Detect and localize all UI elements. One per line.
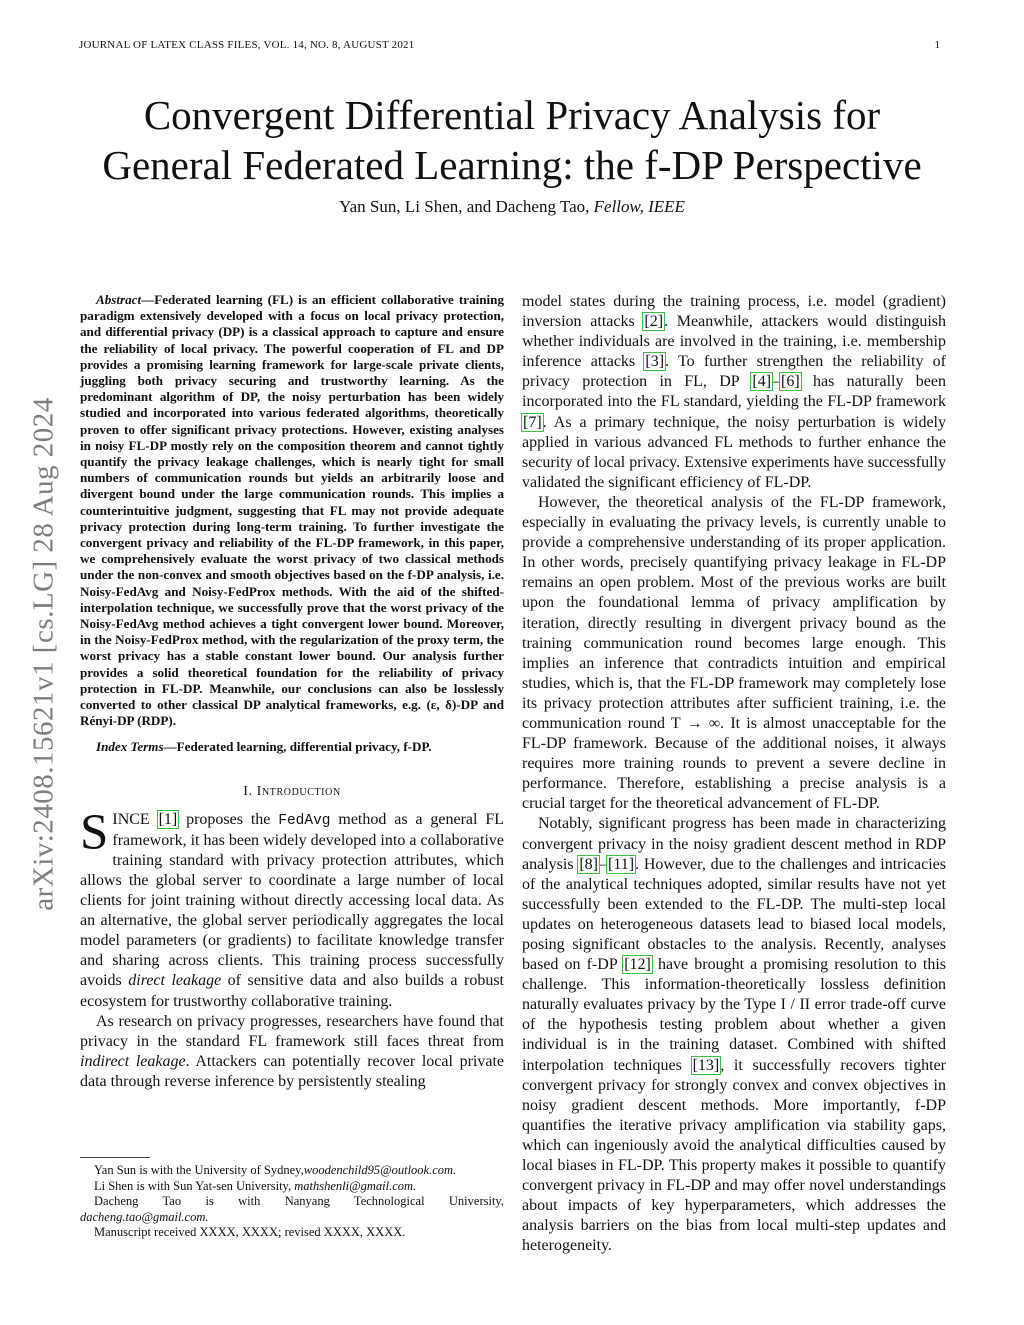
body-text: Notably, significant progress has been made in characterizing convergent privacy in the noisy gradient descent method in RDP analysis <box>522 815 946 873</box>
citation-link[interactable]: [8] <box>579 855 598 873</box>
intro-text: As research on privacy progresses, researchers have found that privacy in the standard FL framework still faces threat from <box>80 1012 504 1050</box>
footnote-email[interactable]: dacheng.tao@gmail.com. <box>80 1209 209 1224</box>
section-heading-introduction: I. Introduction <box>243 783 341 799</box>
footnote-text: Li Shen is with Sun Yat-sen University, <box>94 1178 295 1193</box>
intro-text: method as a general FL framework, it has been widely developed into a collaborative training standard with privacy protection attributes, which allows the global server to coordinate a large number of local clients for joint training without directly accessing local data. As an alternative, the global server periodically aggregates the local model parameters (or gradients) to facilitate knowledge transfer and sharing across clients. This training process successfully avoids <box>80 810 505 990</box>
body-text: . To further strengthen the reliability of privacy protection in FL, DP <box>522 353 946 391</box>
code-fedavg: FedAvg <box>278 812 331 829</box>
footnotes <box>80 1163 504 1241</box>
index-terms-text: —Federated learning, differential privacy, f-DP. <box>163 739 432 755</box>
intro-paragraph-1 <box>80 804 505 1012</box>
citation-link[interactable]: [2] <box>644 313 664 331</box>
running-header: JOURNAL OF LATEX CLASS FILES, VOL. 14, NO. 8, AUGUST 2021 <box>79 39 415 51</box>
right-paragraph-3 <box>522 814 946 1256</box>
right-paragraph-1 <box>522 292 946 493</box>
left-column <box>80 292 504 1092</box>
citation-link[interactable]: [13] <box>692 1056 720 1074</box>
title-line-1: Convergent Differential Privacy Analysis for <box>143 92 881 138</box>
intro-paragraph-2 <box>80 1012 504 1092</box>
author-list <box>60 197 964 217</box>
intro-text: INCE <box>112 810 158 828</box>
right-paragraph-2: However, the theoretical analysis of the FL-DP framework, especially in evaluating the privacy levels, is currently unable to provide a comprehensive understanding of its proper application. In other words, precisely quantifying privacy leakage in FL-DP remains an open problem. Most of the previous works are built upon the foundational lemma of privacy amplification by iteration, directly resulting in divergent privacy bound as the training communication round becomes large enough. This implies an inference that contradicts intuition and empirical studies, which is, that the FL-DP framework may completely lose its privacy protection attributes after sufficient training, i.e. the communication round T → ∞. It is almost unacceptable for the FL-DP framework. Because of the additional noises, it always requires more training rounds to prevent a severe decline in performance. Therefore, establishing a precise analysis is a crucial target for the theoretical advancement of FL-DP. <box>522 493 946 813</box>
right-column <box>522 292 946 1257</box>
page-number: 1 <box>934 39 940 51</box>
body-text: , it successfully recovers tighter convergent privacy for strongly convex and convex objectives in noisy gradient descent methods. More importantly, f-DP quantifies the iterative privacy amplification via stability gaps, which can ingeniously avoid the analytical difficulties caused by local biases in FL-DP. This property makes it possible to quantify convergent privacy in FL-DP and may offer novel understandings about impacts of key hyperparameters, which addresses the analysis barriers on the bias from local multi-step updates and heterogeneity. <box>522 1056 947 1255</box>
abstract-text: —Federated learning (FL) is an efficient collaborative training paradigm extensively developed with a focus on local privacy protection, and differential privacy (DP) is a classical approach to capture and ensure the reliability of local privacy. The powerful cooperation of FL and DP provides a promising learning framework for large-scale private clients, juggling both privacy securing and trustworthy learning. As the predominant algorithm of DP, the noisy perturbation has been widely studied and incorporated into various federated algorithms, theoretically proven to offer significant privacy protections. However, existing analyses in noisy FL-DP mostly rely on the composition theorem and cannot tightly quantify the privacy leakage challenges, which is nearly tight for small numbers of communication rounds but yields an arbitrarily loose and divergent bound under the large communication rounds. This implies a counterintuitive judgment, suggesting that FL may not provide adequate privacy protection during long-term training. To further investigate the convergent privacy and reliability of the FL-DP framework, in this paper, we comprehensively evaluate the worst privacy of two classical methods under the non-convex and smooth objectives based on the f-DP analysis, i.e. Noisy-FedAvg and Noisy-FedProx methods. With the aid of the shifted-interpolation technique, we successfully prove that the worst privacy of the Noisy-FedAvg method achieves a tight convergent lower bound. Moreover, in the Noisy-FedProx method, with the regularization of the proxy term, the worst privacy has a stable constant lower bound. Our analysis further provides a solid theoretical foundation for the reliability of privacy protection in FL-DP. Meanwhile, our conclusions can also be losslessly converted to other classical DP analytical frameworks, e.g. (ε, δ)-DP and Rényi-DP (RDP). <box>80 292 504 729</box>
author-fellow: Fellow, IEEE <box>593 197 685 216</box>
footnote-email[interactable]: woodenchild95@outlook.com. <box>303 1163 457 1177</box>
footnote-email[interactable]: mathshenli@gmail.com. <box>294 1178 417 1193</box>
footnote-dacheng-tao <box>80 1194 504 1225</box>
footnote-manuscript: Manuscript received XXXX, XXXX; revised XXXX, XXXX. <box>94 1225 406 1240</box>
intro-text: proposes the <box>178 810 279 828</box>
footnote-text: Dacheng Tao is with Nanyang Technological University, <box>94 1194 504 1209</box>
citation-link[interactable]: [12] <box>624 956 651 974</box>
abstract <box>80 292 504 729</box>
abstract-label: Abstract <box>96 292 142 307</box>
emph-direct-leakage: direct leakage <box>128 972 222 990</box>
body-text: has naturally been incorporated into the FL standard, yielding the FL-DP framework <box>522 373 946 411</box>
index-terms <box>80 739 504 755</box>
body-text: . As a primary technique, the noisy perturbation is widely applied in various advanced FL methods to further enhance the security of local privacy. Extensive experiments have successfully validated the significant efficiency of FL-DP. <box>522 413 946 491</box>
citation-link[interactable]: [1] <box>158 810 178 828</box>
body-text: . However, due to the challenges and intricacies of the analytical techniques adopted, similar results have not yet successfully been extended to the FL-DP. The multi-step local updates on heterogeneous datasets lead to biased local models, posing significant obstacles to the analysis. Recently, analyses based on f-DP <box>522 855 947 974</box>
index-terms-label: Index Terms <box>96 739 164 755</box>
citation-link[interactable]: [4] <box>752 373 772 391</box>
arxiv-identifier: arXiv:2408.15621v1 [cs.LG] 28 Aug 2024 <box>27 397 60 911</box>
body-text: . Meanwhile, attackers would distinguish whether individuals are involved in the training, i.e. membership inference attacks <box>522 313 946 371</box>
paper-title <box>60 90 964 190</box>
citation-link[interactable]: [7] <box>523 413 542 431</box>
body-text: model states during the training process, i.e. model (gradient) inversion attacks <box>522 293 946 331</box>
footnote-yan-sun <box>80 1163 504 1179</box>
citation-link[interactable]: [3] <box>645 353 665 371</box>
author-names: Yan Sun, Li Shen, and Dacheng Tao, <box>339 197 590 216</box>
footnote-rule <box>80 1157 150 1158</box>
title-line-2: General Federated Learning: the f-DP Perspective <box>102 142 922 188</box>
body-text: – <box>599 855 607 873</box>
intro-text: of sensitive data and also builds a robust ecosystem for trustworthy collaborative training. <box>80 972 505 1010</box>
emph-indirect-leakage: indirect leakage <box>80 1052 186 1070</box>
dropcap-letter: S <box>80 804 109 861</box>
footnote-li-shen <box>80 1179 504 1195</box>
citation-link[interactable]: [6] <box>781 373 800 391</box>
body-text: have brought a promising resolution to this challenge. This information-theoretically lossless definition naturally evaluates privacy by the Type I / II error trade-off curve of the hypothesis testing problem about whether a given individual is in the training dataset. Combined with shifted interpolation techniques <box>522 956 946 1074</box>
citation-link[interactable]: [11] <box>608 855 635 873</box>
intro-text: . Attackers can potentially recover local private data through reverse inference by persistently stealing <box>80 1052 505 1090</box>
body-text: – <box>772 373 781 391</box>
footnote-text: Yan Sun is with the University of Sydney, <box>94 1163 304 1177</box>
